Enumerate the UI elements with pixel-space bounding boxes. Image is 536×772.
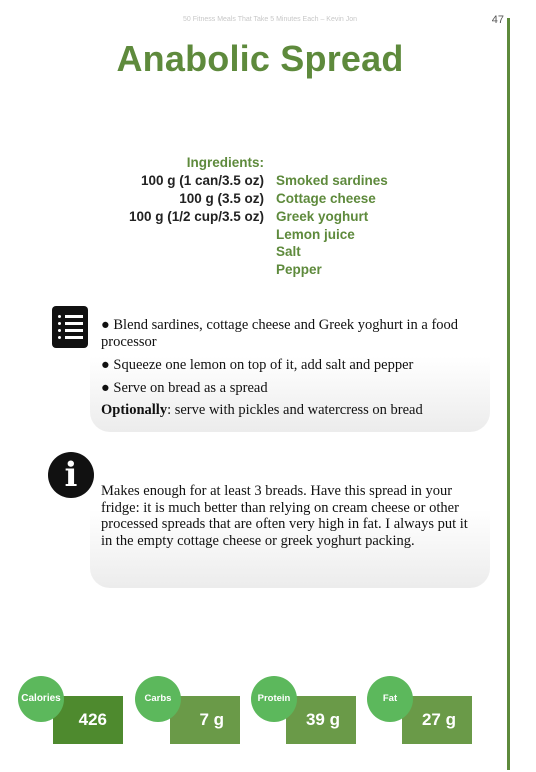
- nutrition-value: 27 g: [402, 696, 472, 744]
- nutrition-label: Fat: [367, 676, 413, 722]
- ingredient-row: [60, 173, 480, 191]
- list-icon: [52, 306, 88, 348]
- recipe-title: Anabolic Spread: [116, 38, 404, 79]
- ingredient-amount: 100 g (3.5 oz): [179, 191, 264, 206]
- instruction-step: ● Serve on bread as a spread: [101, 380, 268, 396]
- nutrition-fat: [367, 676, 487, 746]
- ingredient-amount: 100 g (1 can/3.5 oz): [140, 173, 264, 188]
- page-border: [507, 18, 510, 770]
- ingredient-row: [60, 262, 480, 280]
- optional-text: : serve with pickles and watercress on bread: [167, 402, 423, 418]
- nutrition-label: Protein: [251, 676, 297, 722]
- instruction-step: ● Squeeze one lemon on top of it, add salt and pepper: [101, 357, 414, 373]
- ingredient-amount: 100 g (1/2 cup/3.5 oz): [128, 209, 264, 224]
- nutrition-carbs: [135, 676, 255, 746]
- info-icon: i: [48, 452, 94, 498]
- ingredient-name: Pepper: [276, 262, 322, 277]
- ingredient-name: Smoked sardines: [276, 173, 388, 188]
- instruction-step: ● Blend sardines, cottage cheese and Greek yoghurt in a food processor: [101, 317, 459, 350]
- ingredient-name: Lemon juice: [276, 227, 355, 242]
- ingredients-heading: Ingredients:: [186, 155, 264, 170]
- nutrition-value: 39 g: [286, 696, 356, 744]
- nutrition-label: Carbs: [135, 676, 181, 722]
- info-text: Makes enough for at least 3 breads. Have this spread in your fridge: it is much better than relying on cream cheese or other processed spreads that are often very high in fat. I always put it in the empty cottage cheese or greek yoghurt packing.: [101, 483, 468, 549]
- running-header: 50 Fitness Meals That Take 5 Minutes Each – Kevin Jon: [182, 16, 358, 23]
- ingredient-name: Salt: [276, 244, 301, 259]
- ingredient-row: [60, 227, 480, 245]
- instructions-list: [101, 317, 483, 419]
- optional-note: [101, 402, 483, 419]
- nutrition-calories: [18, 676, 138, 746]
- ingredient-name: Cottage cheese: [276, 191, 376, 206]
- nutrition-value: 426: [53, 696, 123, 744]
- ingredient-row: [60, 209, 480, 227]
- nutrition-protein: [251, 676, 371, 746]
- ingredient-name: Greek yoghurt: [276, 209, 369, 224]
- ingredient-row: [60, 191, 480, 209]
- nutrition-value: 7 g: [170, 696, 240, 744]
- optional-label: Optionally: [101, 402, 168, 418]
- page-number: 47: [491, 14, 504, 26]
- nutrition-label: Calories: [18, 676, 64, 722]
- ingredient-row: [60, 244, 480, 262]
